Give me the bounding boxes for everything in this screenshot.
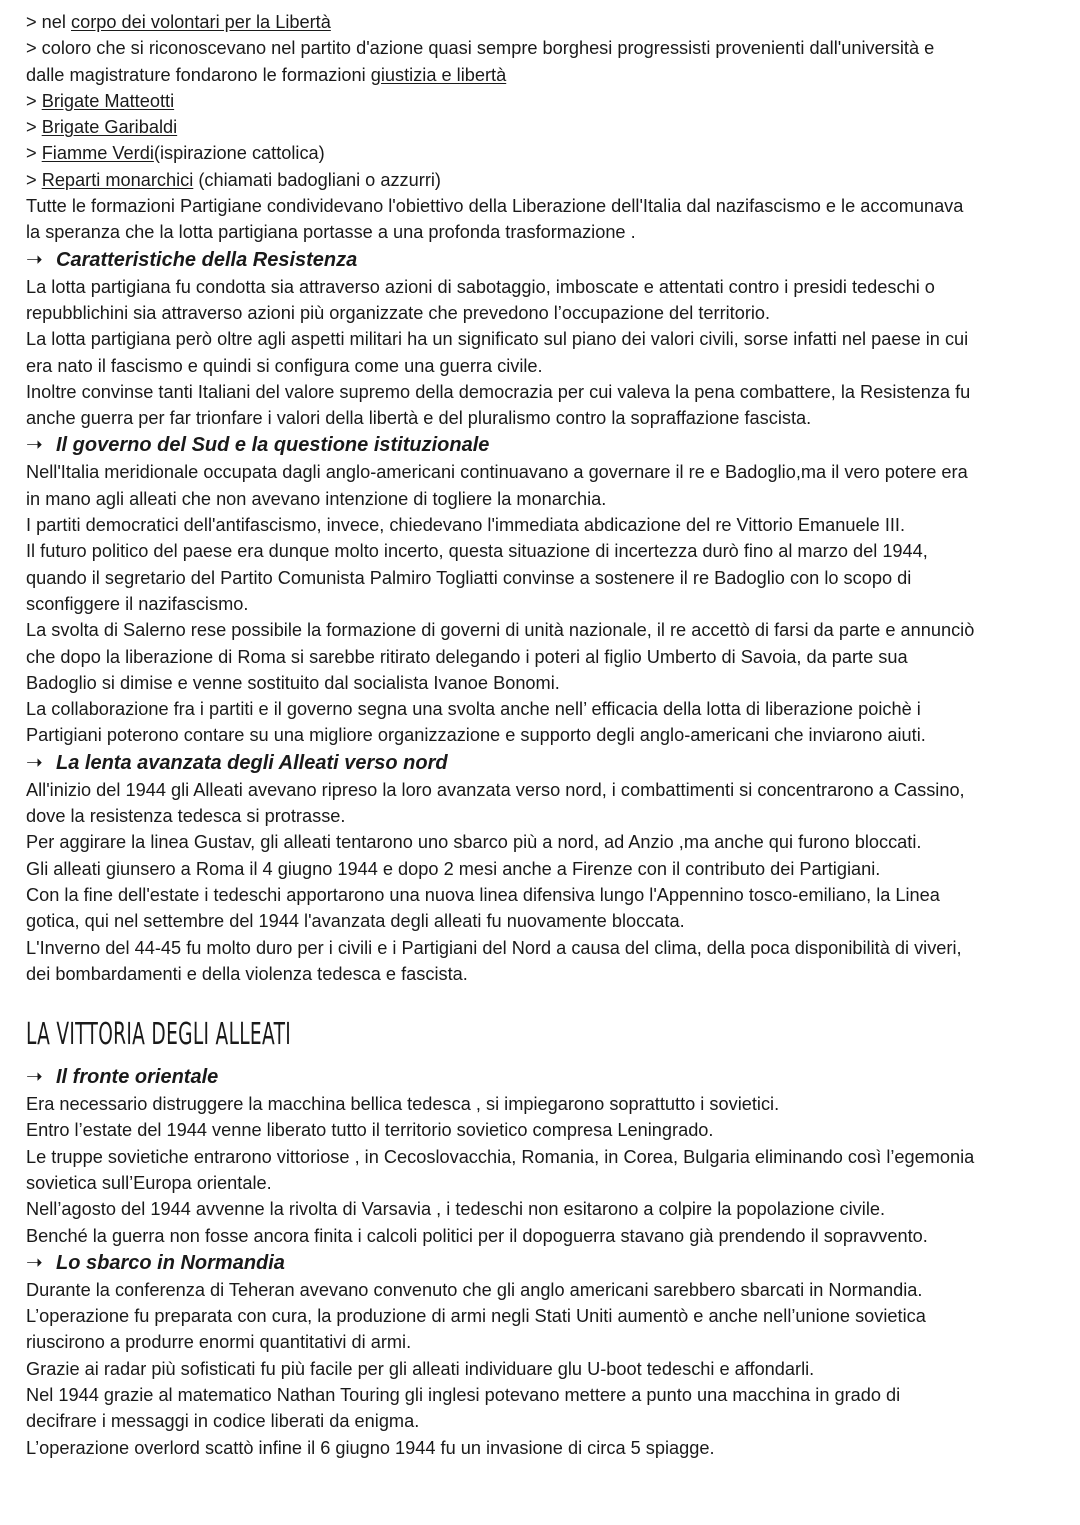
paragraph-line: era nato il fascismo e quindi si configura come una guerra civile. <box>26 355 543 376</box>
paragraph-line: la speranza che la lotta partigiana portasse a una profonda trasformazione . <box>26 222 636 243</box>
paragraph-line: Tutte le formazioni Partigiane condividevano l'obiettivo della Liberazione dell'Italia dal nazifascismo e le accomunava <box>26 196 964 217</box>
paragraph-line: Con la fine dell'estate i tedeschi apportarono una nuova linea difensiva lungo l'Appennino tosco-emiliano, la Linea <box>26 884 940 905</box>
section-heading-avanzata-alleati <box>26 749 1070 777</box>
list-item <box>26 88 1070 114</box>
paragraph-line: Le truppe sovietiche entrarono vittoriose , in Cecoslovacchia, Romania, in Corea, Bulgaria eliminando così l’egemonia <box>26 1146 975 1167</box>
paragraph-line: sovietica sull’Europa orientale. <box>26 1172 272 1193</box>
brigate-garibaldi-link[interactable]: Brigate Garibaldi <box>41 117 178 138</box>
paragraph-line: riuscirono a produrre enormi quantitativi di armi. <box>26 1332 412 1353</box>
paragraph-line: L’operazione fu preparata con cura, la produzione di armi negli Stati Uniti aumentò e anche nell’unione sovietica <box>26 1306 926 1327</box>
section-heading-text: Il fronte orientale <box>56 1066 219 1089</box>
paragraph-line: repubblichini sia attraverso azioni più organizzate che prevedono l’occupazione del territorio. <box>26 302 771 323</box>
giustizia-liberta-link[interactable]: giustizia e libertà <box>370 64 507 85</box>
list-item <box>26 167 1070 193</box>
paragraph-line: Grazie ai radar più sofisticati fu più facile per gli alleati individuare glu U-boot tedeschi e affondarli. <box>26 1358 815 1379</box>
arrow-right-icon: ➝ <box>26 751 43 774</box>
section-heading-governo-sud <box>26 431 1070 459</box>
list-item-text: (ispirazione cattolica) <box>153 143 325 164</box>
list-item <box>26 114 1070 140</box>
section-heading-fronte-orientale <box>26 1063 1070 1091</box>
paragraph-line: La svolta di Salerno rese possibile la formazione di governi di unità nazionale, il re accettò di farsi da parte e annunciò <box>26 620 975 641</box>
paragraph-line: dove la resistenza tedesca si protrasse. <box>26 806 346 827</box>
paragraph-line: Era necessario distruggere la macchina bellica tedesca , si impiegarono soprattutto i sovietici. <box>26 1094 780 1115</box>
list-item-text: > coloro che si riconoscevano nel partito d'azione quasi sempre borghesi progressisti provenienti dall'università e <box>26 38 935 59</box>
paragraph-line: La lotta partigiana fu condotta sia attraverso azioni di sabotaggio, imboscate e attentati contro i presidi tedeschi o <box>26 276 935 297</box>
paragraph-line: dei bombardamenti e della violenza tedesca e fascista. <box>26 963 468 984</box>
paragraph-line: Entro l’estate del 1944 venne liberato tutto il territorio sovietico compresa Leningrado. <box>26 1120 714 1141</box>
paragraph-line: I partiti democratici dell'antifascismo, invece, chiedevano l'immediata abdicazione del re Vittorio Emanuele III. <box>26 515 906 536</box>
paragraph-line: L’operazione overlord scattò infine il 6 giugno 1944 fu un invasione di circa 5 spiagge. <box>26 1437 715 1458</box>
list-item-prefix: > <box>26 143 42 164</box>
paragraph-line: La collaborazione fra i partiti e il governo segna una svolta anche nell’ efficacia della lotta di liberazione poichè i <box>26 699 921 720</box>
reparti-monarchici-link[interactable]: Reparti monarchici <box>41 169 194 190</box>
paragraph-line: in mano agli alleati che non avevano intenzione di togliere la monarchia. <box>26 488 607 509</box>
section-heading-text: Caratteristiche della Resistenza <box>56 248 358 271</box>
paragraph-line: Nell'Italia meridionale occupata dagli anglo-americani continuavano a governare il re e Badoglio,ma il vero potere era <box>26 462 968 483</box>
list-item <box>26 35 1070 61</box>
list-item-prefix: > nel <box>26 12 71 32</box>
fiamme-verdi-link[interactable]: Fiamme Verdi <box>41 143 154 164</box>
arrow-right-icon: ➝ <box>26 1066 43 1089</box>
paragraph-line: Nel 1944 grazie al matematico Nathan Touring gli inglesi potevano mettere a punto una macchina in grado di <box>26 1385 901 1406</box>
section-heading-sbarco-normandia <box>26 1249 1070 1277</box>
paragraph-line: Durante la conferenza di Teheran avevano convenuto che gli anglo americani sarebbero sbarcati in Normandia. <box>26 1279 923 1300</box>
page-title: LA VITTORIA DEGLI ALLEATI <box>26 1017 292 1053</box>
list-item <box>26 9 1070 35</box>
paragraph-line: Inoltre convinse tanti Italiani del valore supremo della democrazia per cui valeva la pena combattere, la Resistenza fu <box>26 381 971 402</box>
paragraph-line: anche guerra per far trionfare i valori della libertà e del pluralismo contro la sopraffazione fascista. <box>26 408 812 429</box>
section-heading-text: Il governo del Sud e la questione istituzionale <box>56 434 490 457</box>
paragraph-line: sconfiggere il nazifascismo. <box>26 593 249 614</box>
brigate-matteotti-link[interactable]: Brigate Matteotti <box>41 90 175 111</box>
paragraph-line: Partigiani poterono contare su una migliore organizzazione e supporto degli anglo-americani che inviarono aiuti. <box>26 725 926 746</box>
list-item-prefix: > <box>26 169 42 190</box>
paragraph-line: Il futuro politico del paese era dunque molto incerto, questa situazione di incertezza durò fino al marzo del 1944, <box>26 541 928 562</box>
section-heading-caratteristiche <box>26 246 1070 274</box>
arrow-right-icon: ➝ <box>26 434 43 457</box>
paragraph-line: che dopo la liberazione di Roma si sarebbe ritirato delegando i poteri al figlio Umberto di Savoia, da parte sua <box>26 646 908 667</box>
paragraph-line: gotica, qui nel settembre del 1944 l'avanzata degli alleati fu nuovamente bloccata. <box>26 911 685 932</box>
paragraph-line: decifrare i messaggi in codice liberati da enigma. <box>26 1411 420 1432</box>
paragraph-line: Nell’agosto del 1944 avvenne la rivolta di Varsavia , i tedeschi non esitarono a colpire la popolazione civile. <box>26 1199 886 1220</box>
list-item-continuation <box>26 62 1070 88</box>
list-item-prefix: > <box>26 117 42 138</box>
paragraph-line: Per aggirare la linea Gustav, gli alleati tentarono uno sbarco più a nord, ad Anzio ,ma anche qui furono bloccati. <box>26 832 922 853</box>
paragraph-line: Benché la guerra non fosse ancora finita i calcoli politici per il dopoguerra stavano già prendendo il sopravvento. <box>26 1225 928 1246</box>
list-item-text: dalle magistrature fondarono le formazioni <box>26 64 371 85</box>
paragraph-line: La lotta partigiana però oltre agli aspetti militari ha un significato sul piano dei valori civili, sorse infatti nel paese in cui <box>26 329 969 350</box>
paragraph-line: Gli alleati giunsero a Roma il 4 giugno 1944 e dopo 2 mesi anche a Firenze con il contributo dei Partigiani. <box>26 858 881 879</box>
section-heading-text: Lo sbarco in Normandia <box>56 1251 285 1274</box>
list-item-prefix: > <box>26 90 42 111</box>
paragraph-line: All'inizio del 1944 gli Alleati avevano ripreso la loro avanzata verso nord, i combattimenti si concentrarono a Cassino, <box>26 779 965 800</box>
list-item-text: (chiamati badogliani o azzurri) <box>193 169 441 190</box>
arrow-right-icon: ➝ <box>26 1251 43 1274</box>
document-page <box>26 9 1070 1461</box>
section-heading-text: La lenta avanzata degli Alleati verso nord <box>56 751 448 774</box>
paragraph-line: L'Inverno del 44-45 fu molto duro per i civili e i Partigiani del Nord a causa del clima, della poca disponibilità di viveri, <box>26 937 962 958</box>
list-item <box>26 140 1070 166</box>
corpo-volontari-link[interactable]: corpo dei volontari per la Libertà <box>71 12 331 32</box>
arrow-right-icon: ➝ <box>26 248 43 271</box>
paragraph-line: Badoglio si dimise e venne sostituito dal socialista Ivanoe Bonomi. <box>26 672 560 693</box>
paragraph-line: quando il segretario del Partito Comunista Palmiro Togliatti convinse a sostenere il re Badoglio con lo scopo di <box>26 567 912 588</box>
